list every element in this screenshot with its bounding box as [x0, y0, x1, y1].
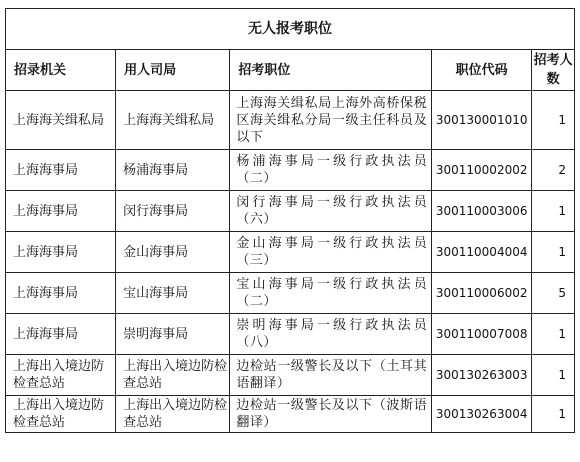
bureau-cell: 杨浦海事局 [116, 150, 230, 191]
agency-cell: 上海海事局 [6, 191, 116, 232]
code-cell: 300110007008 [432, 314, 532, 355]
count-cell: 5 [532, 273, 575, 314]
bureau-cell: 宝山海事局 [116, 273, 230, 314]
count-cell: 2 [532, 150, 575, 191]
agency-cell: 上海海事局 [6, 314, 116, 355]
table-title: 无人报考职位 [6, 9, 575, 50]
count-cell: 1 [532, 355, 575, 396]
table-row [6, 150, 575, 191]
code-cell: 300110004004 [432, 232, 532, 273]
bureau-cell: 崇明海事局 [116, 314, 230, 355]
code-cell: 300130263004 [432, 396, 532, 433]
count-cell: 1 [532, 191, 575, 232]
bureau-cell: 闵行海事局 [116, 191, 230, 232]
bureau-cell: 上海海关缉私局 [116, 91, 230, 150]
table-row [6, 355, 575, 396]
count-cell: 1 [532, 91, 575, 150]
code-cell: 300130263003 [432, 355, 532, 396]
position-cell: 边检站一级警长及以下（土耳其语翻译） [230, 355, 432, 396]
title-row [6, 9, 575, 50]
count-cell: 1 [532, 232, 575, 273]
position-cell: 边检站一级警长及以下（波斯语翻译） [230, 396, 432, 433]
position-cell: 崇明海事局一级行政执法员（八） [230, 314, 432, 355]
table-row [6, 396, 575, 433]
agency-cell: 上海出入境边防检查总站 [6, 355, 116, 396]
table-row [6, 314, 575, 355]
code-cell: 300110006002 [432, 273, 532, 314]
code-cell: 300130001010 [432, 91, 532, 150]
table-row [6, 273, 575, 314]
agency-cell: 上海海事局 [6, 232, 116, 273]
code-cell: 300110003006 [432, 191, 532, 232]
position-cell: 杨浦海事局一级行政执法员（二） [230, 150, 432, 191]
code-cell: 300110002002 [432, 150, 532, 191]
header-code: 职位代码 [432, 50, 532, 91]
count-cell: 1 [532, 396, 575, 433]
header-bureau: 用人司局 [116, 50, 230, 91]
agency-cell: 上海出入境边防检查总站 [6, 396, 116, 433]
table-row [6, 91, 575, 150]
agency-cell: 上海海事局 [6, 273, 116, 314]
bureau-cell: 上海出入境边防检查总站 [116, 355, 230, 396]
agency-cell: 上海海事局 [6, 150, 116, 191]
document-page [5, 8, 575, 433]
bureau-cell: 上海出入境边防检查总站 [116, 396, 230, 433]
bureau-cell: 金山海事局 [116, 232, 230, 273]
header-count: 招考人数 [532, 50, 575, 91]
agency-cell: 上海海关缉私局 [6, 91, 116, 150]
header-row [6, 50, 575, 91]
table-row [6, 191, 575, 232]
header-agency: 招录机关 [6, 50, 116, 91]
table-row [6, 232, 575, 273]
count-cell: 1 [532, 314, 575, 355]
position-cell: 上海海关缉私局上海外高桥保税区海关缉私分局一级主任科员及以下 [230, 91, 432, 150]
vacant-positions-table [5, 8, 575, 433]
position-cell: 闵行海事局一级行政执法员（六） [230, 191, 432, 232]
position-cell: 宝山海事局一级行政执法员（二） [230, 273, 432, 314]
position-cell: 金山海事局一级行政执法员（三） [230, 232, 432, 273]
header-position: 招考职位 [230, 50, 432, 91]
